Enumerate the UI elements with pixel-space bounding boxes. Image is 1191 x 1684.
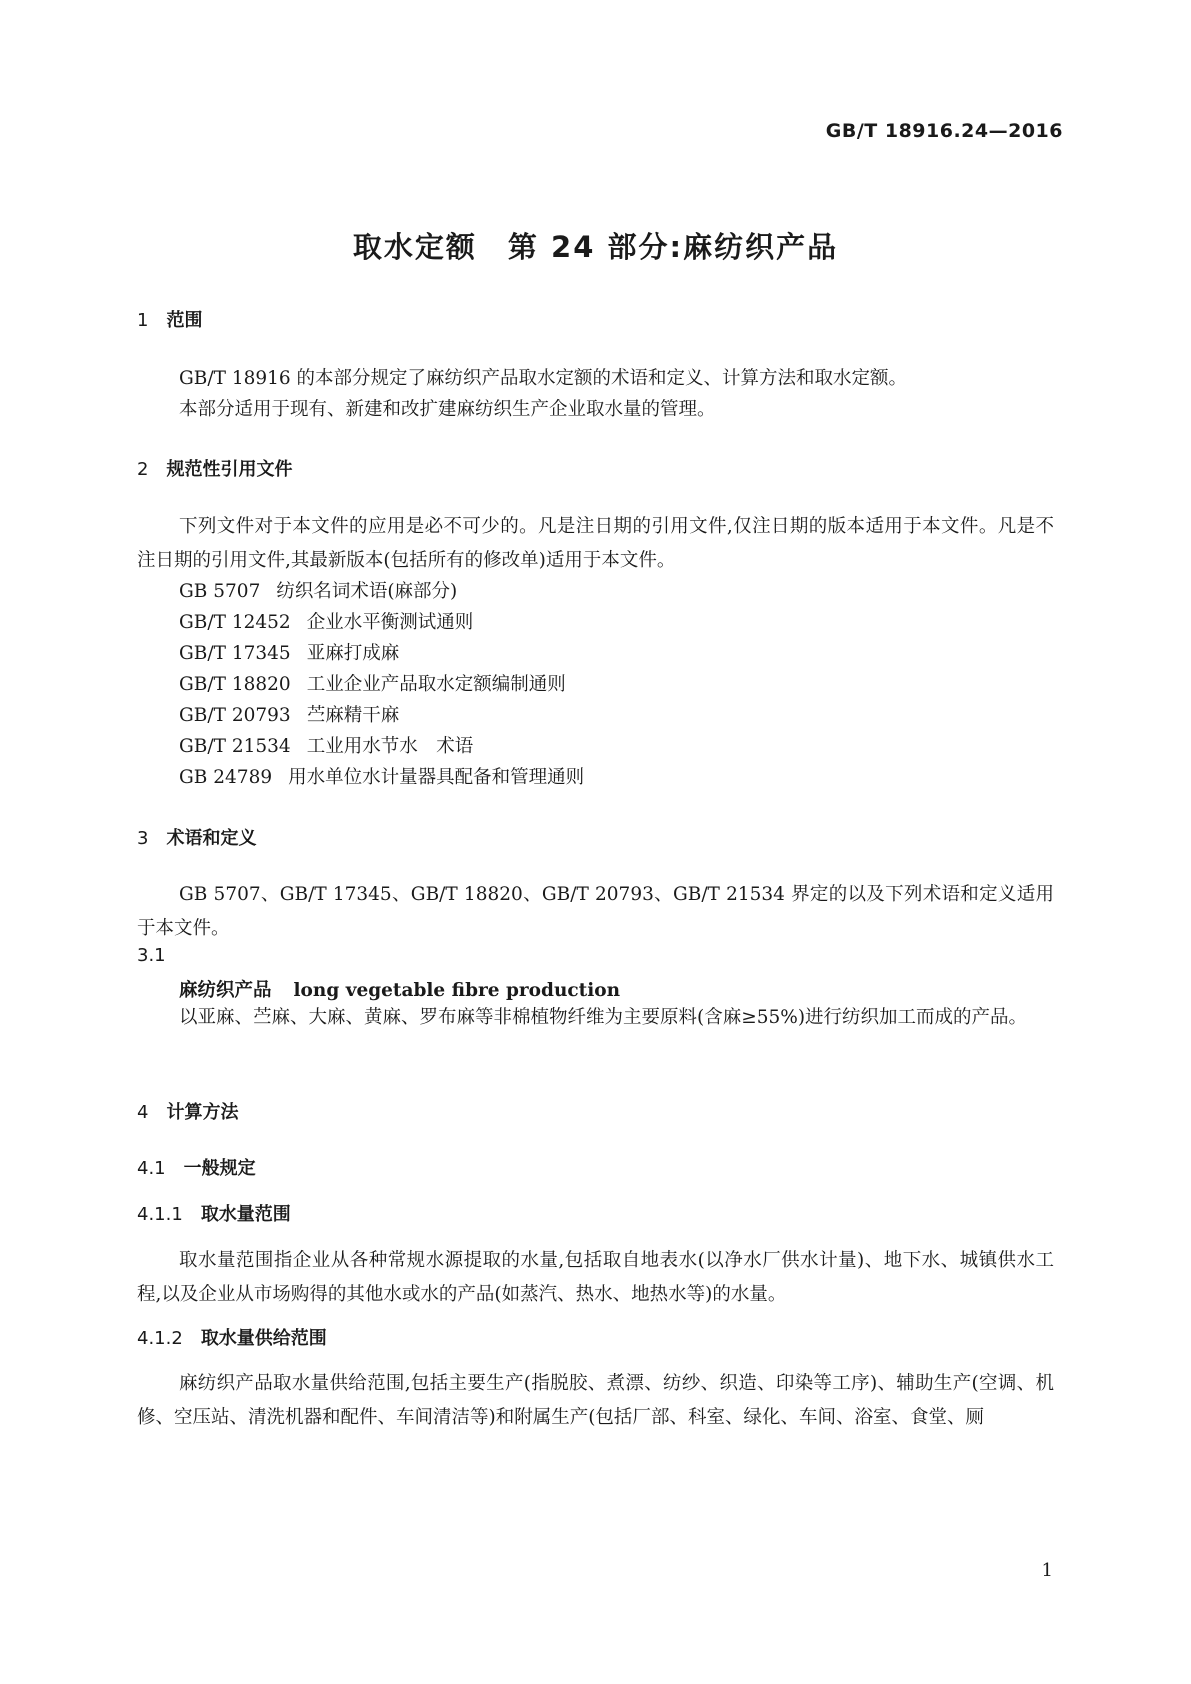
reference-title: 用水单位水计量器具配备和管理通则 [288,767,585,788]
section-4-1-2-paragraph: 麻纺织产品取水量供给范围,包括主要生产(指脱胶、煮漂、纺纱、织造、印染等工序)、辅助生产(空调、机修、空压站、清洗机器和配件、车间清洁等)和附属生产(包括厂部、科室、绿化、车间、浴室、食堂、厕 [137,1373,1054,1428]
reference-code: GB 5707 [179,581,261,602]
section-title: 规范性引用文件 [166,459,293,480]
reference-item [179,670,566,696]
section-1-paragraph-1: GB/T 18916 的本部分规定了麻纺织产品取水定额的术语和定义、计算方法和取水定额。 [179,368,908,389]
reference-title: 工业企业产品取水定额编制通则 [306,674,566,695]
reference-title: 苎麻精干麻 [306,705,400,726]
section-4-1-2-heading [137,1324,327,1350]
reference-code: GB/T 21534 [179,736,291,757]
term-definition: 以亚麻、苎麻、大麻、黄麻、罗布麻等非棉植物纤维为主要原料(含麻≥55%)进行纺织加工而成的产品。 [179,1007,1028,1028]
section-1-heading [137,306,202,332]
section-number: 3 [137,828,149,849]
section-title: 取水量供给范围 [200,1328,327,1349]
term-chinese: 麻纺织产品 [179,980,272,1001]
reference-title: 企业水平衡测试通则 [306,612,474,633]
reference-code: GB/T 20793 [179,705,291,726]
section-1-paragraph-2: 本部分适用于现有、新建和改扩建麻纺织生产企业取水量的管理。 [179,399,716,420]
section-title: 取水量范围 [200,1204,291,1225]
page-number: 1 [1041,1560,1053,1581]
section-title: 术语和定义 [166,828,257,849]
section-title: 范围 [166,310,203,331]
section-number: 4.1.1 [137,1204,183,1225]
reference-item [179,701,399,727]
reference-title: 亚麻打成麻 [306,643,400,664]
document-title: 取水定额 第 24 部分:麻纺织产品 [352,230,839,264]
section-2-heading [137,455,292,481]
term-entry [179,976,620,1002]
subsection-3-1-number: 3.1 [137,945,166,966]
section-4-1-1-paragraph: 取水量范围指企业从各种常规水源提取的水量,包括取自地表水(以净水厂供水计量)、地下水、城镇供水工程,以及企业从市场购得的其他水或水的产品(如蒸汽、热水、地热水等)的水量。 [137,1250,1054,1305]
section-title: 一般规定 [183,1158,256,1179]
reference-title: 工业用水节水 术语 [306,736,474,757]
section-number: 4.1 [137,1158,166,1179]
reference-code: GB/T 18820 [179,674,291,695]
section-3-heading [137,824,256,850]
standard-code: GB/T 18916.24—2016 [825,120,1063,142]
section-3-paragraph-1: GB 5707、GB/T 17345、GB/T 18820、GB/T 20793、GB/T 21534 界定的以及下列术语和定义适用于本文件。 [137,884,1054,939]
section-4-1-1-heading [137,1200,291,1226]
section-2-paragraph-1: 下列文件对于本文件的应用是必不可少的。凡是注日期的引用文件,仅注日期的版本适用于本文件。凡是不注日期的引用文件,其最新版本(包括所有的修改单)适用于本文件。 [137,516,1054,571]
section-number: 1 [137,310,149,331]
term-english: long vegetable fibre production [293,980,621,1001]
reference-item [179,639,399,665]
reference-title: 纺织名词术语(麻部分) [276,581,458,602]
section-title: 计算方法 [166,1102,239,1123]
reference-code: GB/T 12452 [179,612,291,633]
section-number: 4 [137,1102,149,1123]
reference-item [179,732,473,758]
reference-item [179,763,584,789]
reference-item [179,608,473,634]
reference-code: GB 24789 [179,767,273,788]
section-4-1-heading [137,1154,256,1180]
section-number: 4.1.2 [137,1328,183,1349]
reference-item [179,577,457,603]
section-number: 2 [137,459,149,480]
section-4-heading [137,1098,238,1124]
reference-code: GB/T 17345 [179,643,291,664]
